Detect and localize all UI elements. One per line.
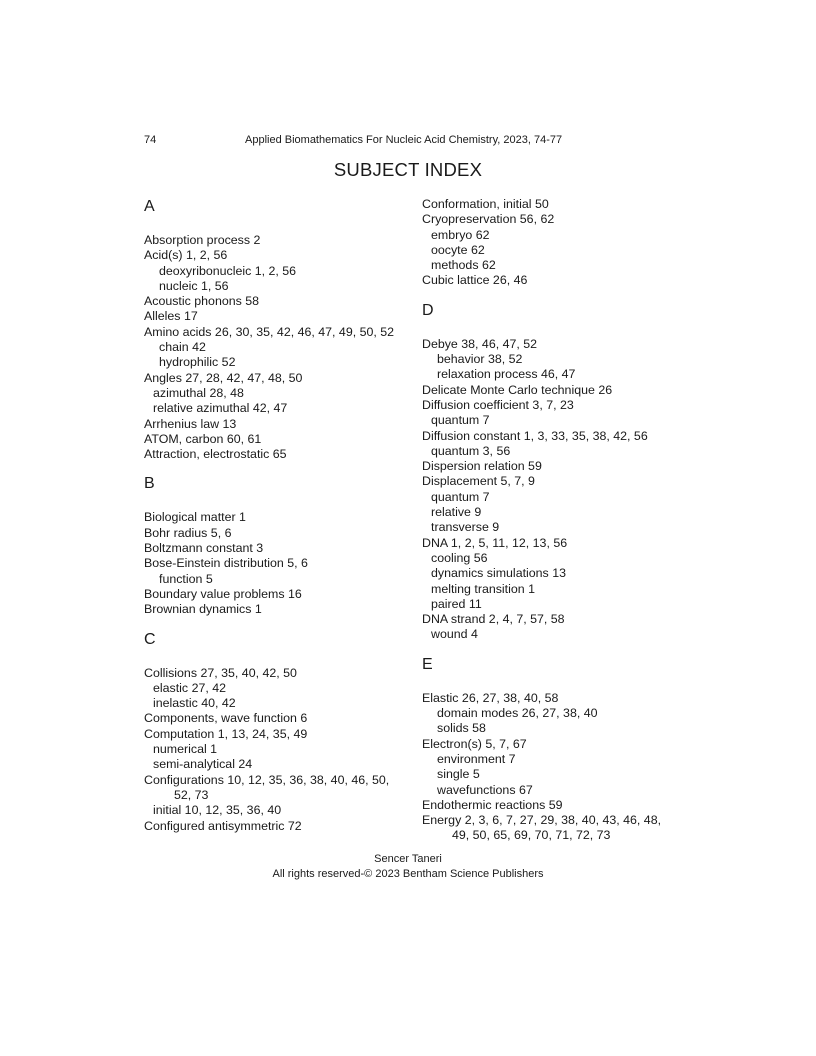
index-entry: Elastic 26, 27, 38, 40, 58 [422, 690, 559, 705]
index-subentry: numerical 1 [153, 742, 218, 757]
index-subentry: hydrophilic 52 [159, 355, 236, 370]
index-subentry: methods 62 [431, 258, 496, 273]
index-entry: Dispersion relation 59 [422, 459, 542, 474]
index-entry: Bohr radius 5, 6 [144, 525, 232, 540]
index-entry: Computation 1, 13, 24, 35, 49 [144, 726, 308, 741]
index-subentry: semi-analytical 24 [153, 757, 253, 772]
index-subentry: relative azimuthal 42, 47 [153, 401, 288, 416]
index-subentry: cooling 56 [431, 550, 488, 565]
index-subentry: relaxation process 46, 47 [437, 367, 576, 382]
index-entry: Arrhenius law 13 [144, 416, 237, 431]
index-subentry: relative 9 [431, 505, 482, 520]
index-entry: Attraction, electrostatic 65 [144, 447, 287, 462]
index-entry: Endothermic reactions 59 [422, 797, 563, 812]
index-subentry: azimuthal 28, 48 [153, 385, 244, 400]
index-subentry: quantum 3, 56 [431, 443, 511, 458]
index-subentry: quantum 7 [431, 413, 490, 428]
copyright-notice: All rights reserved-© 2023 Bentham Science Publishers [272, 868, 544, 880]
index-subentry: solids 58 [437, 721, 486, 736]
index-entry: Acid(s) 1, 2, 56 [144, 248, 228, 263]
index-subentry: embryo 62 [431, 227, 490, 242]
index-entry: Configurations 10, 12, 35, 36, 38, 40, 46, 50, [144, 772, 390, 787]
section-letter: C [144, 630, 156, 648]
index-column-right [422, 197, 677, 844]
index-subentry: function 5 [159, 571, 213, 586]
index-subentry: dynamics simulations 13 [431, 566, 566, 581]
page-footer [0, 852, 816, 882]
index-subentry: paired 11 [431, 596, 482, 611]
index-entry: DNA 1, 2, 5, 11, 12, 13, 56 [422, 535, 568, 550]
index-entry: Delicate Monte Carlo technique 26 [422, 382, 613, 397]
index-entry: Components, wave function 6 [144, 711, 308, 726]
page-title: SUBJECT INDEX [333, 159, 483, 180]
index-subentry: quantum 7 [431, 489, 490, 504]
index-entry: Cubic lattice 26, 46 [422, 273, 528, 288]
index-entry: Bose-Einstein distribution 5, 6 [144, 556, 308, 571]
running-head: Applied Biomathematics For Nucleic Acid Chemistry, 2023, 74-77 [245, 134, 563, 146]
section-letter: A [144, 198, 155, 215]
index-entry: ATOM, carbon 60, 61 [144, 431, 262, 446]
index-entry: Biological matter 1 [144, 510, 246, 525]
index-subentry: single 5 [437, 767, 480, 782]
index-subentry: environment 7 [437, 751, 516, 766]
index-entry: DNA strand 2, 4, 7, 57, 58 [422, 612, 565, 627]
section-letter: D [422, 301, 434, 319]
index-subentry: deoxyribonucleic 1, 2, 56 [159, 263, 297, 278]
index-subentry: initial 10, 12, 35, 36, 40 [153, 803, 282, 818]
author-name: Sencer Taneri [374, 853, 442, 865]
index-subentry: chain 42 [159, 340, 206, 355]
index-column-left [144, 197, 399, 834]
index-entry: Boundary value problems 16 [144, 586, 302, 601]
index-subentry: nucleic 1, 56 [159, 278, 229, 293]
index-entry: Collisions 27, 35, 40, 42, 50 [144, 665, 297, 680]
index-entry: Acoustic phonons 58 [144, 294, 260, 309]
index-entry: Configured antisymmetric 72 [144, 818, 302, 833]
section-letter: E [422, 655, 433, 673]
page-header [144, 133, 672, 149]
index-subentry: domain modes 26, 27, 38, 40 [437, 706, 598, 721]
index-subentry: inelastic 40, 42 [153, 696, 236, 711]
index-entry: Brownian dynamics 1 [144, 602, 262, 617]
index-entry: Boltzmann constant 3 [144, 541, 264, 556]
index-entry: Displacement 5, 7, 9 [422, 474, 535, 489]
index-subentry: oocyte 62 [431, 242, 485, 257]
index-entry: Diffusion coefficient 3, 7, 23 [422, 397, 574, 412]
index-entry: Diffusion constant 1, 3, 33, 35, 38, 42, 56 [422, 428, 648, 443]
index-subentry: elastic 27, 42 [153, 680, 227, 695]
index-entry: Amino acids 26, 30, 35, 42, 46, 47, 49, 50, 52 [144, 324, 395, 339]
index-entry: Debye 38, 46, 47, 52 [422, 336, 538, 351]
section-letter: B [144, 475, 155, 493]
index-subentry: behavior 38, 52 [437, 352, 523, 367]
index-subentry: wavefunctions 67 [437, 782, 533, 797]
index-entry: Alleles 17 [144, 309, 198, 324]
index-subentry: transverse 9 [431, 520, 500, 535]
index-entry: Energy 2, 3, 6, 7, 27, 29, 38, 40, 43, 46, 48, [422, 813, 662, 828]
index-entry-continuation: 49, 50, 65, 69, 70, 71, 72, 73 [452, 828, 611, 843]
index-entry-continuation: 52, 73 [174, 787, 209, 802]
index-entry: Conformation, initial 50 [422, 197, 549, 211]
index-subentry: wound 4 [431, 627, 478, 642]
index-entry: Cryopreservation 56, 62 [422, 212, 555, 227]
page-number: 74 [144, 134, 157, 146]
index-entry: Absorption process 2 [144, 233, 261, 247]
index-subentry: melting transition 1 [431, 581, 535, 596]
index-entry: Angles 27, 28, 42, 47, 48, 50 [144, 370, 303, 385]
index-entry: Electron(s) 5, 7, 67 [422, 736, 527, 751]
